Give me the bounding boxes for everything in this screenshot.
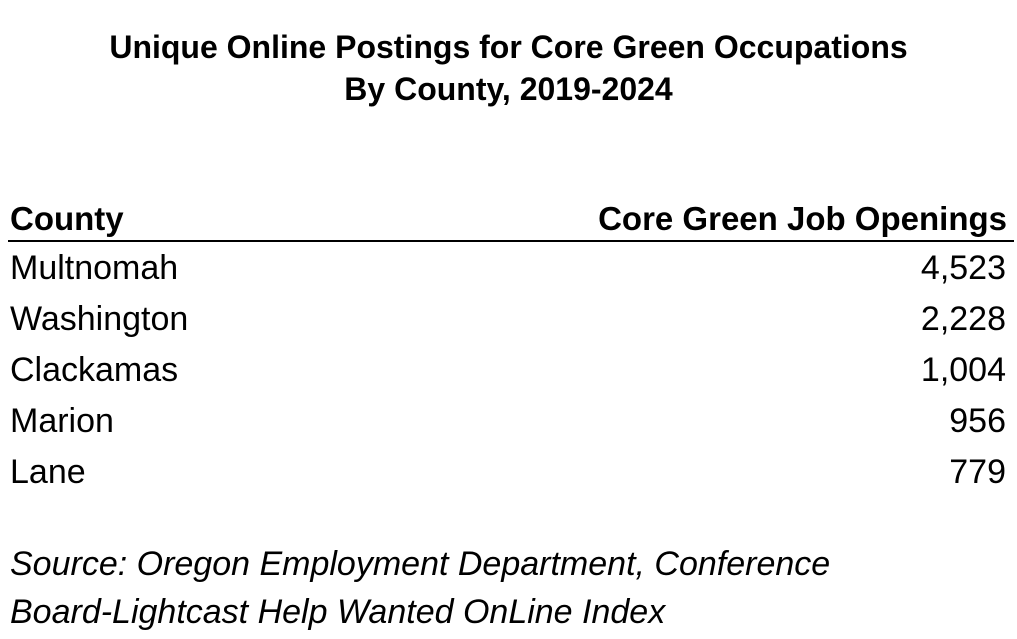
- table-header: [8, 198, 1014, 242]
- source-note: [10, 540, 1010, 636]
- table-row: [10, 294, 1014, 345]
- openings-cell: 2,228: [920, 300, 1006, 338]
- header-county: County: [10, 200, 124, 237]
- county-cell: Lane: [10, 453, 86, 491]
- openings-cell: 1,004: [920, 351, 1006, 389]
- header-openings: Core Green Job Openings: [598, 200, 1007, 237]
- title-line-1: Unique Online Postings for Core Green Occupations: [109, 29, 908, 65]
- title-line-2: By County, 2019-2024: [344, 71, 673, 107]
- county-cell: Marion: [10, 402, 114, 440]
- openings-cell: 956: [949, 402, 1006, 440]
- table-row: [10, 243, 1014, 294]
- county-cell: Multnomah: [10, 249, 179, 287]
- source-line-2: Board-Lightcast Help Wanted OnLine Index: [10, 593, 666, 631]
- data-table: [10, 198, 1014, 498]
- page-title: [0, 26, 1017, 110]
- source-line-1: Source: Oregon Employment Department, Conference: [10, 545, 831, 583]
- openings-cell: 4,523: [920, 249, 1006, 287]
- table-body: [10, 243, 1014, 498]
- table-row: [10, 345, 1014, 396]
- county-cell: Clackamas: [10, 351, 179, 389]
- openings-cell: 779: [949, 453, 1006, 491]
- county-cell: Washington: [10, 300, 189, 338]
- table-row: [10, 396, 1014, 447]
- table-row: [10, 447, 1014, 498]
